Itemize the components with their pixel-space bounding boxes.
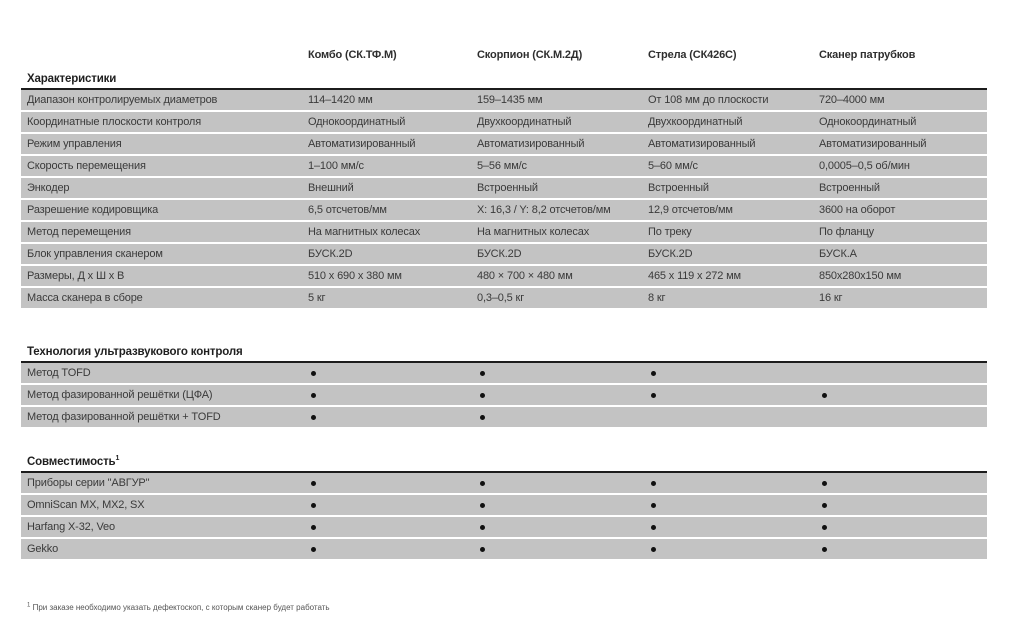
sections-container (21, 73, 987, 559)
table-row (21, 178, 987, 198)
table-row (21, 90, 987, 110)
feature-dot-cell (308, 385, 477, 405)
dot-icon (480, 415, 485, 420)
row-label: Метод фазированной решётки + TOFD (27, 411, 221, 423)
empty-cell (819, 363, 987, 383)
header-empty-cell (21, 48, 308, 62)
row-label: Режим управления (27, 138, 122, 150)
dot-icon (480, 481, 485, 486)
value-cell: 850x280x150 мм (819, 270, 902, 282)
feature-dot-cell (819, 517, 987, 537)
empty-cell (819, 407, 987, 427)
value-cell: 8 кг (648, 292, 666, 304)
value-cell: 5–60 мм/с (648, 160, 698, 172)
value-cell: Автоматизированный (477, 138, 585, 150)
feature-dot-cell (308, 407, 477, 427)
section (21, 73, 987, 308)
dot-icon (822, 393, 827, 398)
row-label: Масса сканера в сборе (27, 292, 143, 304)
section (21, 456, 987, 559)
value-cell: 5 кг (308, 292, 326, 304)
row-label: Метод TOFD (27, 367, 91, 379)
row-label: Приборы серии "АВГУР" (27, 477, 150, 489)
table-row (21, 266, 987, 286)
footnote (21, 603, 987, 613)
comparison-table (21, 0, 987, 613)
section-title (21, 73, 987, 86)
value-cell: 159–1435 мм (477, 94, 543, 106)
feature-dot-cell (477, 517, 648, 537)
value-cell: На магнитных колесах (308, 226, 421, 238)
table-row (21, 385, 987, 405)
value-cell: 480 × 700 × 480 мм (477, 270, 573, 282)
value-cell: Встроенный (477, 182, 538, 194)
row-label: Блок управления сканером (27, 248, 163, 260)
feature-dot-cell (819, 539, 987, 559)
dot-icon (480, 547, 485, 552)
value-cell: БУСК.2D (477, 248, 522, 260)
value-cell: Однокоординатный (819, 116, 917, 128)
value-cell: Однокоординатный (308, 116, 406, 128)
value-cell: БУСК.2D (648, 248, 693, 260)
dot-icon (480, 503, 485, 508)
row-label: Gekko (27, 543, 59, 555)
value-cell: 6,5 отсчетов/мм (308, 204, 387, 216)
row-label: Метод перемещения (27, 226, 131, 238)
empty-cell (648, 407, 819, 427)
section-rows (21, 361, 987, 427)
column-header-kombo: Комбо (СК.ТФ.М) (308, 49, 397, 61)
value-cell: Встроенный (819, 182, 880, 194)
feature-dot-cell (477, 385, 648, 405)
feature-dot-cell (308, 363, 477, 383)
dot-icon (311, 415, 316, 420)
feature-dot-cell (819, 495, 987, 515)
feature-dot-cell (477, 539, 648, 559)
dot-icon (822, 481, 827, 486)
table-row (21, 517, 987, 537)
table-row (21, 407, 987, 427)
value-cell: Двухкоординатный (477, 116, 572, 128)
row-label: OmniScan MX, MX2, SX (27, 499, 145, 511)
dot-icon (311, 393, 316, 398)
feature-dot-cell (648, 539, 819, 559)
section-title-text: Технология ультразвукового контроля (27, 346, 243, 358)
row-label: Размеры, Д х Ш х В (27, 270, 125, 282)
section-title (21, 456, 987, 469)
value-cell: 3600 на оборот (819, 204, 896, 216)
table-row (21, 222, 987, 242)
table-row (21, 112, 987, 132)
feature-dot-cell (648, 517, 819, 537)
dot-icon (822, 503, 827, 508)
feature-dot-cell (477, 363, 648, 383)
feature-dot-cell (648, 363, 819, 383)
value-cell: От 108 мм до плоскости (648, 94, 769, 106)
table-row (21, 288, 987, 308)
dot-icon (311, 547, 316, 552)
section-rows (21, 471, 987, 559)
value-cell: Автоматизированный (648, 138, 756, 150)
dot-icon (822, 525, 827, 530)
value-cell: 5–56 мм/с (477, 160, 527, 172)
value-cell: 510 x 690 x 380 мм (308, 270, 402, 282)
feature-dot-cell (477, 473, 648, 493)
value-cell: На магнитных колесах (477, 226, 590, 238)
table-row (21, 134, 987, 154)
dot-icon (651, 503, 656, 508)
feature-dot-cell (477, 407, 648, 427)
table-row (21, 363, 987, 383)
feature-dot-cell (308, 473, 477, 493)
value-cell: БУСК.2D (308, 248, 353, 260)
feature-dot-cell (308, 539, 477, 559)
row-label: Скорость перемещения (27, 160, 146, 172)
feature-dot-cell (819, 473, 987, 493)
value-cell: По фланцу (819, 226, 874, 238)
column-header-skorpion: Скорпион (СК.М.2Д) (477, 49, 583, 61)
feature-dot-cell (477, 495, 648, 515)
table-row (21, 200, 987, 220)
feature-dot-cell (648, 473, 819, 493)
row-label: Координатные плоскости контроля (27, 116, 202, 128)
dot-icon (480, 525, 485, 530)
section (21, 346, 987, 427)
value-cell: 0,3–0,5 кг (477, 292, 525, 304)
value-cell: 114–1420 мм (308, 94, 373, 106)
row-label: Энкодер (27, 182, 70, 194)
table-row (21, 539, 987, 559)
dot-icon (311, 503, 316, 508)
table-row (21, 156, 987, 176)
column-header-strela: Стрела (СК426С) (648, 49, 737, 61)
dot-icon (311, 525, 316, 530)
section-title-footnote-marker: 1 (115, 455, 120, 463)
section-title-text: Характеристики (27, 73, 117, 85)
dot-icon (822, 547, 827, 552)
value-cell: Автоматизированный (819, 138, 927, 150)
section-title (21, 346, 987, 359)
footnote-marker: 1 (27, 602, 31, 609)
feature-dot-cell (648, 385, 819, 405)
dot-icon (651, 525, 656, 530)
value-cell: 1–100 мм/с (308, 160, 364, 172)
value-cell: Двухкоординатный (648, 116, 743, 128)
table-row (21, 495, 987, 515)
value-cell: Внешний (308, 182, 354, 194)
value-cell: По треку (648, 226, 692, 238)
row-label: Harfang X-32, Veo (27, 521, 115, 533)
value-cell: 12,9 отсчетов/мм (648, 204, 733, 216)
dot-icon (651, 481, 656, 486)
dot-icon (651, 547, 656, 552)
product-header-row (21, 0, 987, 62)
footnote-text: При заказе необходимо указать дефектоскоп, с которым сканер будет работать (30, 603, 330, 612)
feature-dot-cell (819, 385, 987, 405)
table-row (21, 473, 987, 493)
value-cell: БУСК.А (819, 248, 857, 260)
value-cell: X: 16,3 / Y: 8,2 отсчетов/мм (477, 204, 611, 216)
dot-icon (311, 481, 316, 486)
dot-icon (480, 393, 485, 398)
row-label: Диапазон контролируемых диаметров (27, 94, 218, 106)
row-label: Метод фазированной решётки (ЦФА) (27, 389, 213, 401)
dot-icon (651, 371, 656, 376)
table-row (21, 244, 987, 264)
dot-icon (311, 371, 316, 376)
row-label: Разрешение кодировщика (27, 204, 159, 216)
feature-dot-cell (308, 517, 477, 537)
value-cell: Автоматизированный (308, 138, 416, 150)
dot-icon (480, 371, 485, 376)
value-cell: Встроенный (648, 182, 709, 194)
section-rows (21, 88, 987, 308)
value-cell: 465 x 119 x 272 мм (648, 270, 741, 282)
value-cell: 16 кг (819, 292, 843, 304)
value-cell: 0,0005–0,5 об/мин (819, 160, 910, 172)
column-header-patrubkov: Сканер патрубков (819, 49, 916, 61)
section-title-text: Совместимость (27, 456, 116, 468)
feature-dot-cell (648, 495, 819, 515)
dot-icon (651, 393, 656, 398)
value-cell: 720–4000 мм (819, 94, 885, 106)
feature-dot-cell (308, 495, 477, 515)
